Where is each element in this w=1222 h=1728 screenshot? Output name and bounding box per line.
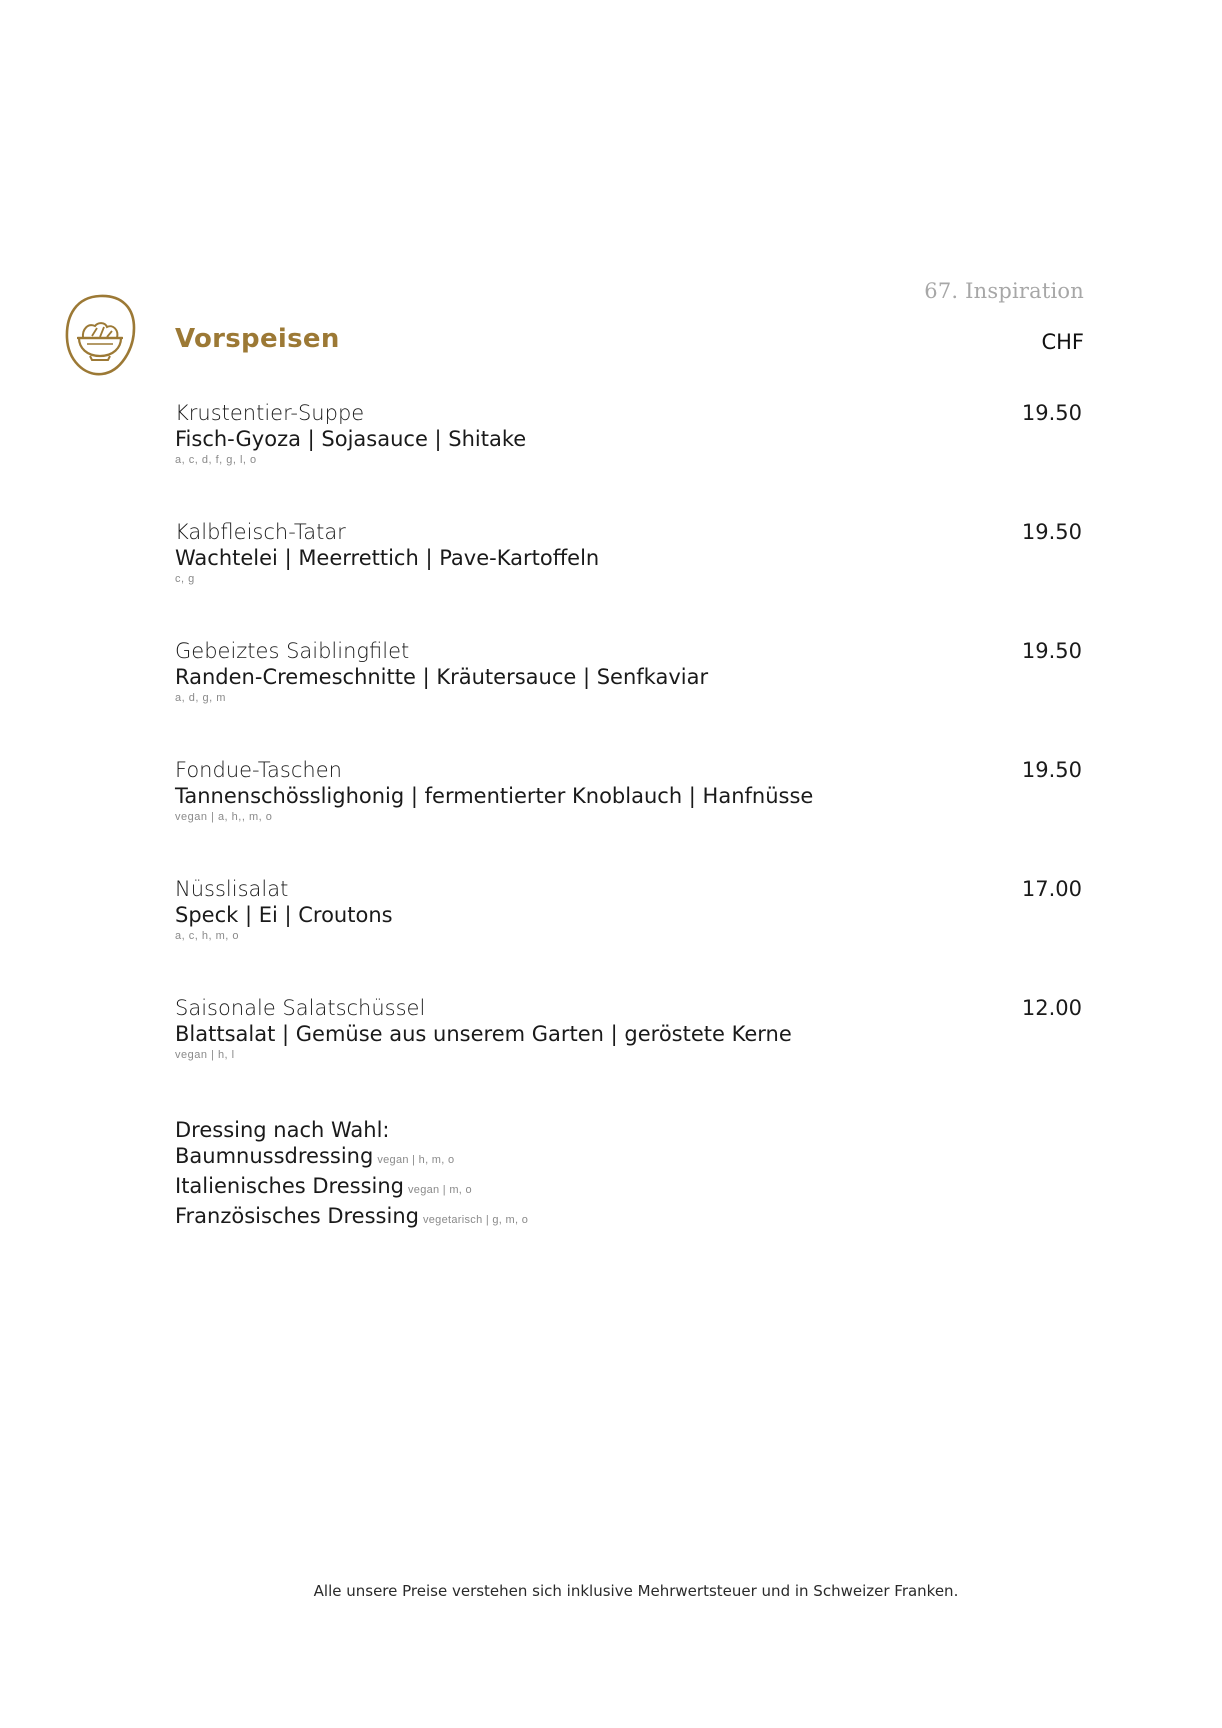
dressing-name: Italienisches Dressing: [175, 1174, 404, 1198]
dressing-note: vegetarisch | g, m, o: [422, 1214, 529, 1226]
dressing-option: [175, 1143, 528, 1173]
price-footnote: Alle unsere Preise verstehen sich inklusive Mehrwertsteuer und in Schweizer Franken.: [313, 1582, 959, 1600]
section-title: Vorspeisen: [175, 324, 340, 354]
dressing-name: Baumnussdressing: [175, 1144, 374, 1168]
item-name: Nüsslisalat: [175, 877, 289, 901]
dressing-section: [175, 1117, 528, 1233]
salad-bowl-icon: [62, 292, 138, 378]
item-description: Fisch-Gyoza | Sojasauce | Shitake: [175, 427, 527, 451]
item-allergens: a, c, h, m, o: [175, 930, 239, 942]
item-price: 17.00: [1021, 877, 1082, 901]
item-name: Kalbfleisch-Tatar: [175, 520, 346, 544]
menu-item: [175, 400, 1082, 519]
dressing-option: [175, 1173, 528, 1203]
menu-item: [175, 876, 1082, 995]
item-allergens: a, d, g, m: [175, 692, 226, 704]
item-description: Randen-Cremeschnitte | Kräutersauce | Senfkaviar: [175, 665, 709, 689]
item-description: Speck | Ei | Croutons: [175, 903, 393, 927]
menu-items: [175, 400, 1082, 1114]
item-name: Krustentier-Suppe: [175, 401, 365, 425]
dressing-name: Französisches Dressing: [175, 1204, 419, 1228]
menu-item: [175, 995, 1082, 1114]
dressing-heading: Dressing nach Wahl:: [175, 1118, 390, 1142]
dressing-option: [175, 1203, 528, 1233]
item-name: Fondue-Taschen: [175, 758, 342, 782]
dressing-note: vegan | m, o: [407, 1184, 472, 1196]
dressing-note: vegan | h, m, o: [377, 1154, 455, 1166]
currency-label: CHF: [1041, 330, 1084, 354]
menu-edition: 67. Inspiration: [924, 279, 1084, 303]
item-price: 12.00: [1021, 996, 1082, 1020]
menu-item: [175, 757, 1082, 876]
item-price: 19.50: [1021, 401, 1082, 425]
item-name: Saisonale Salatschüssel: [175, 996, 426, 1020]
item-allergens: c, g: [175, 573, 195, 585]
item-price: 19.50: [1021, 639, 1082, 663]
item-allergens: a, c, d, f, g, l, o: [175, 454, 257, 466]
menu-item: [175, 519, 1082, 638]
item-allergens: vegan | a, h,, m, o: [175, 811, 273, 823]
menu-item: [175, 638, 1082, 757]
item-price: 19.50: [1021, 520, 1082, 544]
item-description: Wachtelei | Meerrettich | Pave-Kartoffeln: [175, 546, 600, 570]
item-price: 19.50: [1021, 758, 1082, 782]
item-name: Gebeiztes Saiblingfilet: [175, 639, 410, 663]
item-description: Blattsalat | Gemüse aus unserem Garten | geröstete Kerne: [175, 1022, 792, 1046]
item-allergens: vegan | h, l: [175, 1049, 235, 1061]
item-description: Tannenschösslighonig | fermentierter Knoblauch | Hanfnüsse: [175, 784, 814, 808]
